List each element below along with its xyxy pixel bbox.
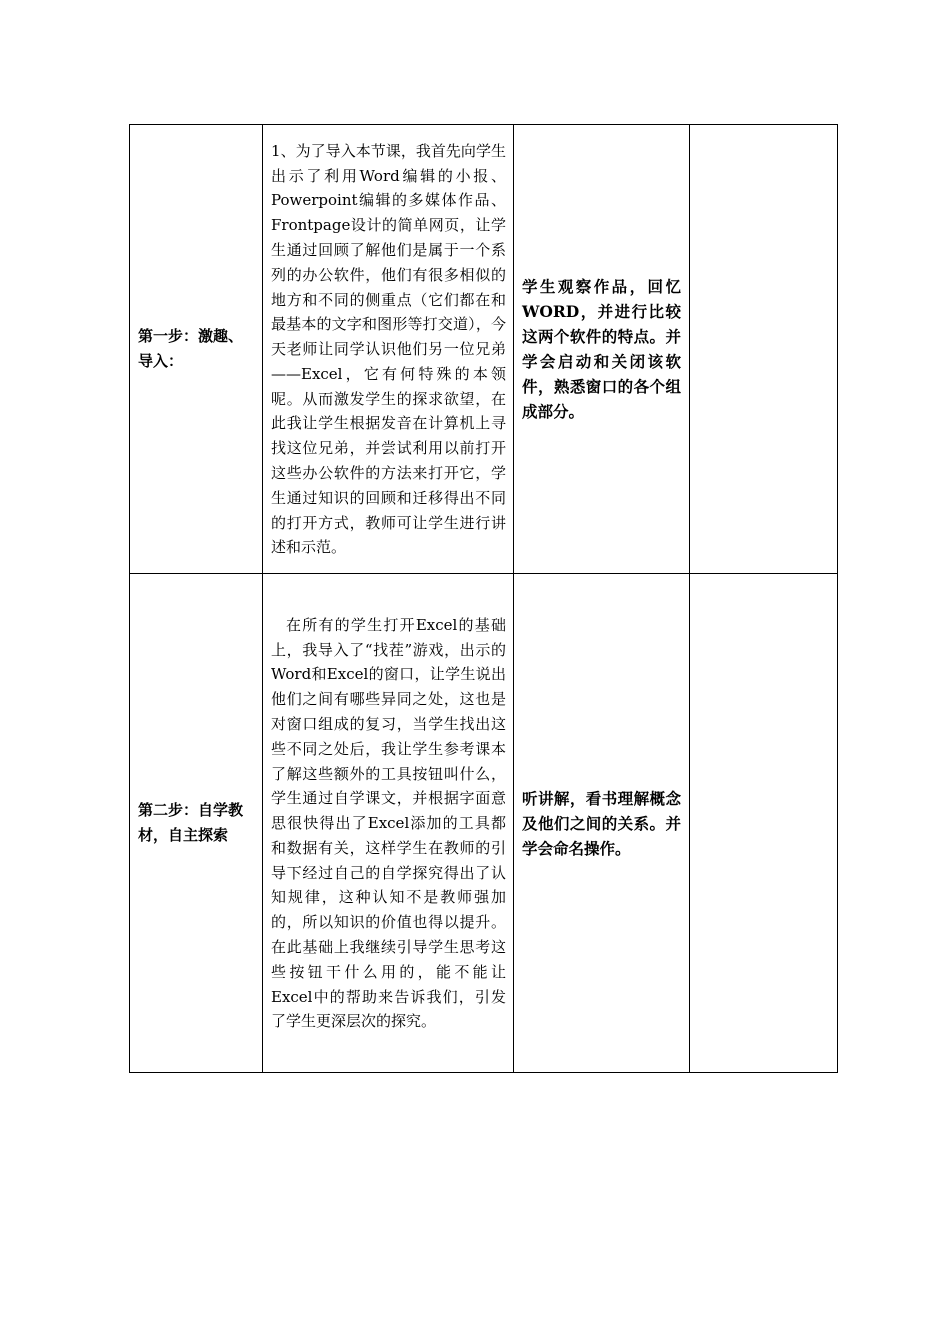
student-activity-text: 学生观察作品，回忆WORD，并进行比较这两个软件的特点。并学会启动和关闭该软件，熟悉窗口的各个组成部分。 — [522, 277, 681, 421]
teacher-activity-cell — [263, 125, 514, 574]
teacher-activity-text: 在所有的学生打开Excel的基础上，我导入了“找茬”游戏，出示的Word和Excel的窗口，让学生说出他们之间有哪些异同之处，这也是对窗口组成的复习，当学生找出这些不同之处后，我让学生参考课本了解这些额外的工具按钮叫什么，学生通过自学课文，并根据字面意思很快得出了Excel添加的工具都和数据有关，这样学生在教师的引导下经过自己的自学探究得出了认知规律，这种认知不是教师强加的，所以知识的价值也得以提升。在此基础上我继续引导学生思考这些按钮干什么用的，能不能让Excel中的帮助来告诉我们，引发了学生更深层次的探究。 — [271, 615, 506, 1031]
student-activity-text: 听讲解，看书理解概念及他们之间的关系。并学会命名操作。 — [522, 788, 681, 858]
notes-cell — [690, 574, 838, 1073]
teacher-activity-text: 1、为了导入本节课，我首先向学生出示了利用Word编辑的小报、Powerpoint编辑的多媒体作品、Frontpage设计的简单网页，让学生通过回顾了解他们是属于一个系列的办公软件，他们有很多相似的地方和不同的侧重点（它们都在和最基本的文字和图形等打交道），今天老师让同学认识他们另一位兄弟——Excel，它有何特殊的本领呢。从而激发学生的探求欲望，在此我让学生根据发音在计算机上寻找这位兄弟，并尝试利用以前打开这些办公软件的方法来打开它，学生通过知识的回顾和迁移得出不同的打开方式，教师可让学生进行讲述和示范。 — [271, 141, 506, 557]
table-row — [130, 125, 838, 574]
lesson-plan-table — [129, 124, 838, 1073]
student-activity-cell — [514, 574, 690, 1073]
step-cell — [130, 125, 263, 574]
step-label: 第一步：激趣、导入： — [138, 327, 244, 370]
student-activity-cell — [514, 125, 690, 574]
step-cell — [130, 574, 263, 1073]
notes-cell — [690, 125, 838, 574]
teacher-activity-cell — [263, 574, 514, 1073]
table-row — [130, 574, 838, 1073]
step-label: 第二步：自学教材，自主探索 — [138, 801, 244, 844]
